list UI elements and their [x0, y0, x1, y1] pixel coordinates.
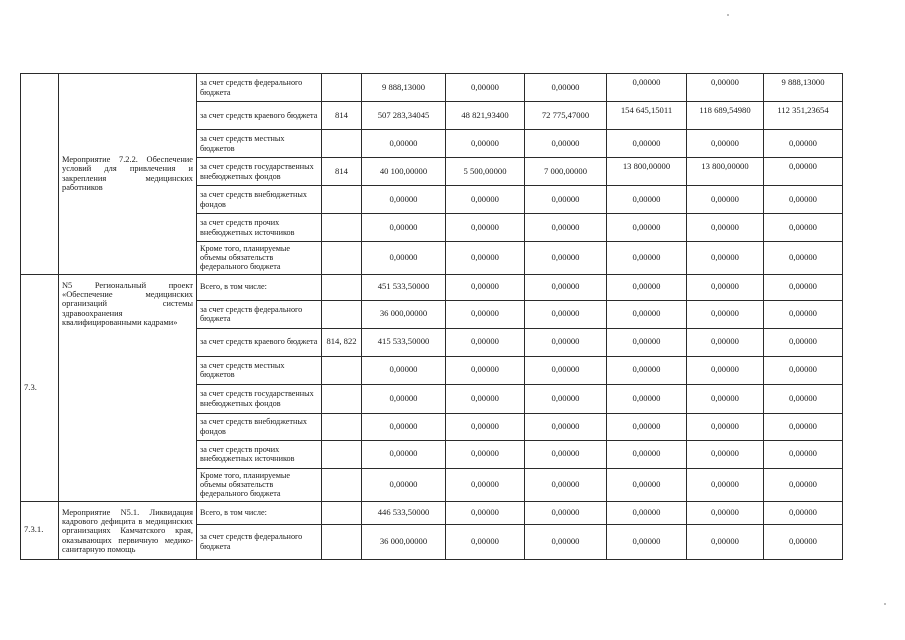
amount-cell: 0,00000	[687, 242, 764, 275]
funding-source: за счет средств федерального бюджета	[197, 300, 322, 328]
budget-code	[322, 356, 362, 384]
amount-cell: 0,00000	[607, 186, 687, 214]
amount-cell: 0,00000	[446, 413, 525, 440]
amount-cell: 0,00000	[764, 186, 843, 214]
amount-cell: 0,00000	[687, 384, 764, 413]
amount-cell: 0,00000	[607, 413, 687, 440]
amount-cell: 451 533,50000	[362, 274, 446, 300]
amount-cell: 0,00000	[764, 242, 843, 275]
amount-cell: 0,00000	[687, 413, 764, 440]
scan-speck	[727, 14, 729, 16]
amount-cell: 0,00000	[764, 214, 843, 242]
amount-cell: 0,00000	[764, 158, 843, 186]
amount-cell: 0,00000	[446, 242, 525, 275]
amount-cell: 7 000,00000	[525, 158, 607, 186]
amount-cell: 0,00000	[687, 501, 764, 524]
amount-cell: 0,00000	[607, 501, 687, 524]
amount-cell: 0,00000	[525, 130, 607, 158]
budget-code	[322, 413, 362, 440]
amount-cell: 0,00000	[525, 440, 607, 468]
amount-cell: 507 283,34045	[362, 102, 446, 130]
amount-cell: 0,00000	[764, 413, 843, 440]
amount-cell: 72 775,47000	[525, 102, 607, 130]
amount-cell: 13 800,00000	[687, 158, 764, 186]
amount-cell: 0,00000	[764, 384, 843, 413]
funding-source: за счет средств федерального бюджета	[197, 524, 322, 559]
amount-cell: 118 689,54980	[687, 102, 764, 130]
amount-cell: 0,00000	[446, 524, 525, 559]
amount-cell: 0,00000	[446, 186, 525, 214]
amount-cell: 0,00000	[607, 440, 687, 468]
budget-code	[322, 130, 362, 158]
budget-code	[322, 524, 362, 559]
funding-source: за счет средств государственных внебюджетных фондов	[197, 158, 322, 186]
budget-code	[322, 74, 362, 102]
amount-cell: 0,00000	[525, 501, 607, 524]
amount-cell: 0,00000	[607, 356, 687, 384]
amount-cell: 0,00000	[446, 214, 525, 242]
budget-code	[322, 468, 362, 501]
item-number: 7.3.	[21, 274, 59, 501]
budget-code	[322, 440, 362, 468]
budget-code	[322, 274, 362, 300]
amount-cell: 0,00000	[525, 74, 607, 102]
amount-cell: 0,00000	[525, 186, 607, 214]
amount-cell: 0,00000	[687, 468, 764, 501]
amount-cell: 0,00000	[362, 186, 446, 214]
budget-code: 814	[322, 158, 362, 186]
amount-cell: 0,00000	[764, 300, 843, 328]
budget-table	[20, 73, 843, 560]
funding-source: за счет средств внебюджетных фондов	[197, 413, 322, 440]
amount-cell: 0,00000	[607, 468, 687, 501]
amount-cell: 0,00000	[607, 74, 687, 102]
item-number: 7.3.1.	[21, 501, 59, 559]
amount-cell: 0,00000	[687, 274, 764, 300]
amount-cell: 0,00000	[764, 274, 843, 300]
amount-cell: 9 888,13000	[764, 74, 843, 102]
amount-cell: 0,00000	[687, 214, 764, 242]
amount-cell: 0,00000	[362, 214, 446, 242]
amount-cell: 0,00000	[607, 300, 687, 328]
amount-cell: 0,00000	[525, 328, 607, 356]
budget-code: 814, 822	[322, 328, 362, 356]
amount-cell: 0,00000	[764, 328, 843, 356]
amount-cell: 0,00000	[687, 186, 764, 214]
funding-source: Кроме того, планируемые объемы обязательств федерального бюджета	[197, 468, 322, 501]
funding-source: за счет средств государственных внебюджетных фондов	[197, 384, 322, 413]
amount-cell: 36 000,00000	[362, 300, 446, 328]
amount-cell: 0,00000	[362, 242, 446, 275]
amount-cell: 0,00000	[525, 356, 607, 384]
amount-cell: 9 888,13000	[362, 74, 446, 102]
amount-cell: 112 351,23654	[764, 102, 843, 130]
amount-cell: 446 533,50000	[362, 501, 446, 524]
amount-cell: 0,00000	[446, 300, 525, 328]
amount-cell: 0,00000	[446, 74, 525, 102]
amount-cell: 0,00000	[362, 413, 446, 440]
budget-code	[322, 186, 362, 214]
amount-cell: 415 533,50000	[362, 328, 446, 356]
amount-cell: 0,00000	[525, 468, 607, 501]
amount-cell: 0,00000	[764, 356, 843, 384]
amount-cell: 0,00000	[607, 384, 687, 413]
amount-cell: 0,00000	[525, 300, 607, 328]
amount-cell: 5 500,00000	[446, 158, 525, 186]
amount-cell: 0,00000	[764, 524, 843, 559]
funding-source: за счет средств прочих внебюджетных источников	[197, 214, 322, 242]
funding-source: за счет средств краевого бюджета	[197, 328, 322, 356]
amount-cell: 0,00000	[525, 242, 607, 275]
amount-cell: 0,00000	[525, 413, 607, 440]
amount-cell: 0,00000	[362, 356, 446, 384]
amount-cell: 0,00000	[764, 501, 843, 524]
amount-cell: 0,00000	[687, 440, 764, 468]
amount-cell: 0,00000	[446, 328, 525, 356]
budget-code	[322, 300, 362, 328]
amount-cell: 0,00000	[446, 440, 525, 468]
amount-cell: 0,00000	[525, 214, 607, 242]
table-row	[21, 501, 843, 524]
amount-cell: 0,00000	[607, 274, 687, 300]
budget-code: 814	[322, 102, 362, 130]
funding-source: за счет средств федерального бюджета	[197, 74, 322, 102]
amount-cell: 40 100,00000	[362, 158, 446, 186]
amount-cell: 154 645,15011	[607, 102, 687, 130]
budget-code	[322, 384, 362, 413]
funding-source: за счет средств прочих внебюджетных источников	[197, 440, 322, 468]
amount-cell: 36 000,00000	[362, 524, 446, 559]
item-name: Мероприятие 7.2.2. Обеспечение условий для привлечения и закрепления медицинских работников	[59, 74, 197, 275]
item-name: Мероприятие N5.1. Ликвидация кадрового дефицита в медицинских организациях Камчатского края, оказывающих первичную медико-санитарную помощь	[59, 501, 197, 559]
amount-cell: 0,00000	[764, 440, 843, 468]
amount-cell: 0,00000	[362, 440, 446, 468]
amount-cell: 0,00000	[687, 74, 764, 102]
amount-cell: 0,00000	[607, 242, 687, 275]
amount-cell: 0,00000	[687, 300, 764, 328]
funding-source: Кроме того, планируемые объемы обязательств федерального бюджета	[197, 242, 322, 275]
amount-cell: 0,00000	[525, 274, 607, 300]
amount-cell: 48 821,93400	[446, 102, 525, 130]
funding-source: Всего, в том числе:	[197, 274, 322, 300]
amount-cell: 0,00000	[446, 384, 525, 413]
scan-speck	[884, 603, 886, 605]
amount-cell: 0,00000	[362, 130, 446, 158]
budget-code	[322, 214, 362, 242]
amount-cell: 0,00000	[764, 468, 843, 501]
amount-cell: 0,00000	[607, 524, 687, 559]
amount-cell: 0,00000	[446, 130, 525, 158]
amount-cell: 0,00000	[525, 384, 607, 413]
funding-source: Всего, в том числе:	[197, 501, 322, 524]
amount-cell: 0,00000	[362, 468, 446, 501]
amount-cell: 13 800,00000	[607, 158, 687, 186]
funding-source: за счет средств краевого бюджета	[197, 102, 322, 130]
budget-code	[322, 501, 362, 524]
amount-cell: 0,00000	[446, 468, 525, 501]
amount-cell: 0,00000	[525, 524, 607, 559]
table-row	[21, 74, 843, 102]
funding-source: за счет средств местных бюджетов	[197, 130, 322, 158]
item-number	[21, 74, 59, 275]
amount-cell: 0,00000	[687, 328, 764, 356]
table-row	[21, 274, 843, 300]
budget-code	[322, 242, 362, 275]
item-name: N5 Региональный проект «Обеспечение медицинских организаций системы здравоохранения квалифицированными кадрами»	[59, 274, 197, 501]
amount-cell: 0,00000	[764, 130, 843, 158]
amount-cell: 0,00000	[446, 356, 525, 384]
amount-cell: 0,00000	[607, 214, 687, 242]
amount-cell: 0,00000	[607, 328, 687, 356]
amount-cell: 0,00000	[362, 384, 446, 413]
amount-cell: 0,00000	[607, 130, 687, 158]
amount-cell: 0,00000	[446, 274, 525, 300]
amount-cell: 0,00000	[446, 501, 525, 524]
funding-source: за счет средств местных бюджетов	[197, 356, 322, 384]
amount-cell: 0,00000	[687, 130, 764, 158]
amount-cell: 0,00000	[687, 524, 764, 559]
funding-source: за счет средств внебюджетных фондов	[197, 186, 322, 214]
amount-cell: 0,00000	[687, 356, 764, 384]
